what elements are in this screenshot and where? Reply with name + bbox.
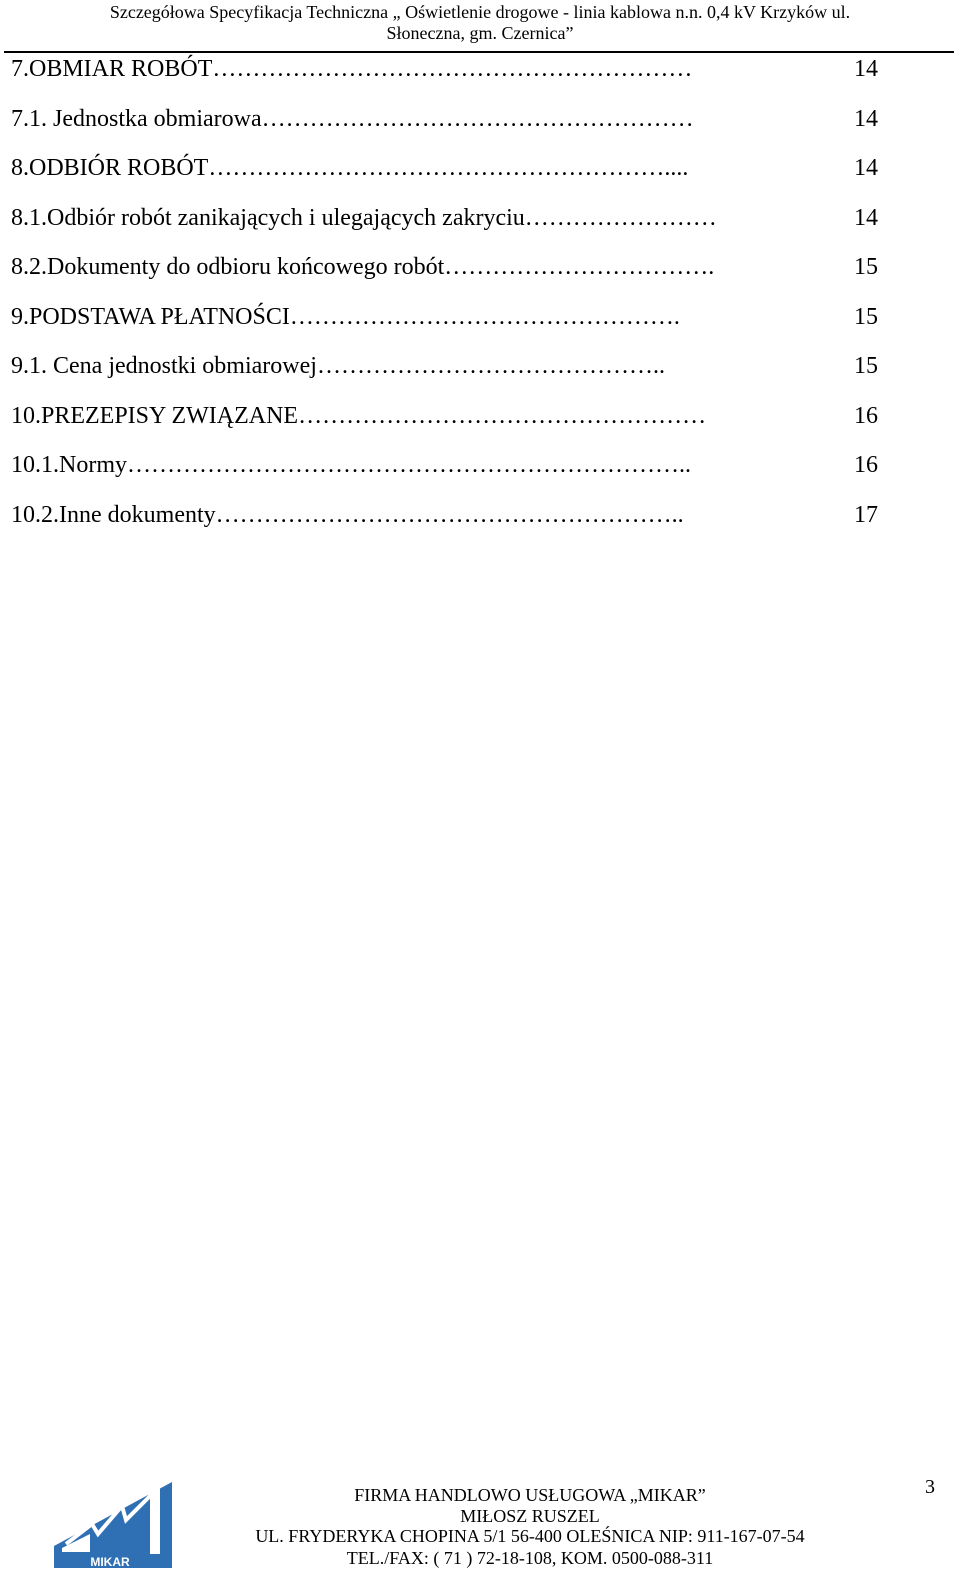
toc-entry-page: 15 (854, 304, 878, 330)
toc-entry-text: 9.PODSTAWA PŁATNOŚCI…………………………………………. (11, 304, 680, 330)
footer-contact: TEL./FAX: ( 71 ) 72-18-108, KOM. 0500-088-311 (346, 1548, 714, 1568)
toc-entry-text: 9.1. Cena jednostki obmiarowej…………………………………….. (11, 353, 665, 379)
toc-entry-text: 10.PREZEPISY ZWIĄZANE…………………………………………… (11, 403, 707, 429)
toc-entry-page: 14 (854, 205, 878, 231)
toc-entry[interactable] (11, 399, 911, 433)
toc-entry-page: 14 (854, 56, 878, 82)
toc-entry-page: 16 (854, 403, 878, 429)
toc-entry[interactable] (11, 448, 911, 482)
header-title-line2: Słoneczna, gm. Czernica” (386, 23, 574, 43)
toc-entry-text: 10.2.Inne dokumenty………………………………………………….. (11, 502, 684, 528)
toc-entry-text: 8.ODBIÓR ROBÓT………………………………………………….... (11, 155, 689, 181)
toc-entry-text: 8.1.Odbiór robót zanikających i ulegających zakryciu…………………… (11, 205, 717, 231)
logo-text: MIKAR (90, 1555, 130, 1569)
toc-entry-page: 17 (854, 502, 878, 528)
toc-entry-text: 7.1. Jednostka obmiarowa……………………………………………… (11, 106, 694, 132)
toc-entry[interactable] (11, 349, 911, 383)
page-number: 3 (925, 1476, 935, 1498)
toc-entry[interactable] (11, 498, 911, 532)
toc-entry[interactable] (11, 300, 911, 334)
toc-entry-page: 15 (854, 353, 878, 379)
footer-company: FIRMA HANDLOWO USŁUGOWA „MIKAR” (354, 1485, 706, 1505)
footer-address: UL. FRYDERYKA CHOPINA 5/1 56-400 OLEŚNICA NIP: 911-167-07-54 (255, 1526, 805, 1546)
toc-entry-page: 14 (854, 155, 878, 181)
toc-entry-page: 14 (854, 106, 878, 132)
toc-entry[interactable] (11, 102, 911, 136)
toc-entry[interactable] (11, 52, 911, 86)
toc-entry[interactable] (11, 250, 911, 284)
toc-entry[interactable] (11, 151, 911, 185)
toc-entry-text: 10.1.Normy…………………………………………………………….. (11, 452, 691, 478)
header-title-line1: Szczegółowa Specyfikacja Techniczna „ Oświetlenie drogowe - linia kablowa n.n. 0,4 kV Krzyków ul. (109, 2, 851, 22)
toc-entry-text: 7.OBMIAR ROBÓT…………………………………………………… (11, 56, 693, 82)
footer-owner: MIŁOSZ RUSZEL (460, 1506, 600, 1526)
mikar-logo (52, 1476, 177, 1571)
toc-entry[interactable] (11, 201, 911, 235)
toc-entry-page: 16 (854, 452, 878, 478)
toc-entry-text: 8.2.Dokumenty do odbioru końcowego robót……………………………. (11, 254, 715, 280)
toc-entry-page: 15 (854, 254, 878, 280)
